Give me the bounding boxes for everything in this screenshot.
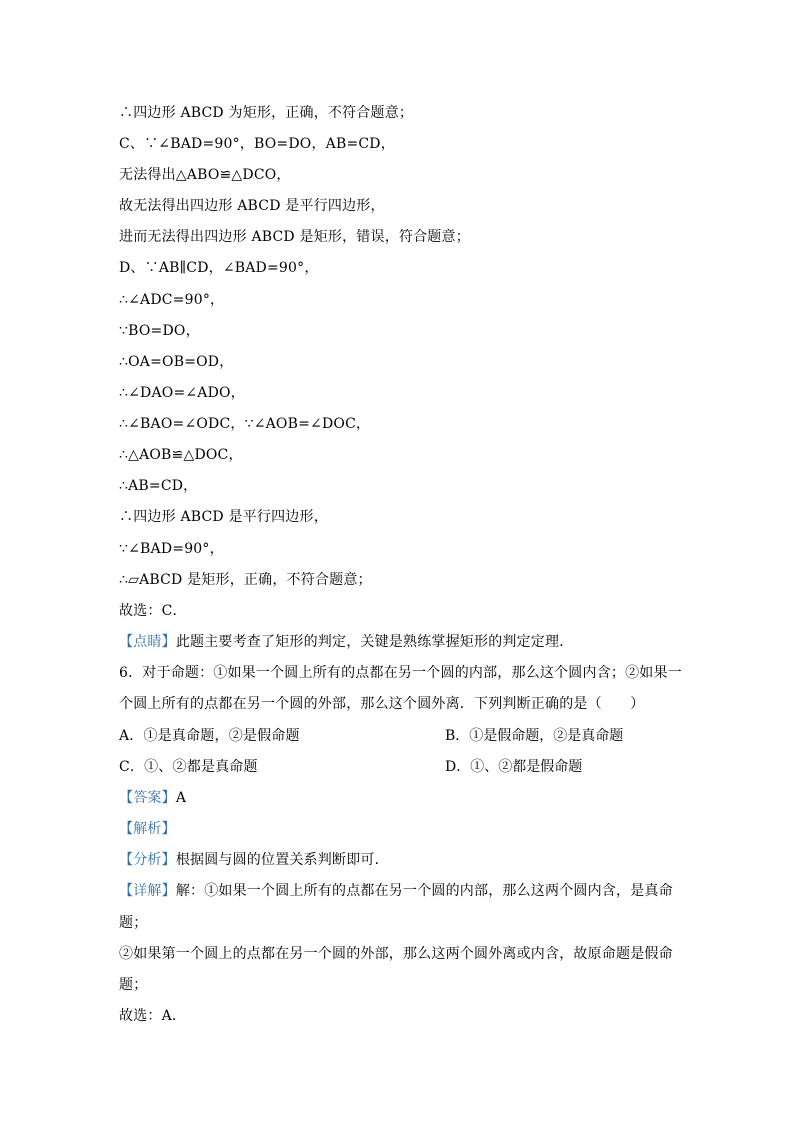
xiangjie-line: 题； (119, 977, 148, 993)
text-line: D、∵AB∥CD，∠BAD=90°， (119, 260, 319, 276)
xiangjie-line: 题； (119, 915, 148, 931)
option-c: C．①、②都是真命题 (119, 759, 258, 775)
text-line: 进而无法得出四边形 ABCD 是矩形，错误，符合题意； (119, 229, 470, 245)
text-line: ∴△AOB≌△DOC， (119, 447, 243, 463)
text-line: ∴∠BAO=∠ODC，∵∠AOB=∠DOC， (119, 416, 371, 432)
text-line: ∴四边形 ABCD 是平行四边形， (119, 509, 328, 525)
text-line: ∴AB=CD， (119, 478, 198, 494)
xiangjie-line: ②如果第一个圆上的点都在另一个圆的外部，那么这两个圆外离或内含，故原命题是假命 (119, 946, 673, 962)
fenxi-text: 根据圆与圆的位置关系判断即可． (175, 852, 389, 868)
fenxi-line (119, 850, 389, 870)
text-line: 故无法得出四边形 ABCD 是平行四边形， (119, 198, 385, 214)
dianjing-text: 此题主要考查了矩形的判定，关键是熟练掌握矩形的判定定理． (175, 634, 574, 650)
option-b: B．①是假命题，②是真命题 (445, 728, 624, 744)
xiangjie-tag: 【详解】 (119, 883, 176, 899)
option-d: D．①、②都是假命题 (445, 759, 583, 775)
text-line: 故选：C． (119, 603, 187, 619)
text-line: ∴四边形 ABCD 为矩形，正确，不符合题意； (119, 105, 414, 121)
fenxi-tag: 【分析】 (119, 852, 176, 868)
text-line: ∴OA=OB=OD， (119, 354, 234, 370)
option-a: A．①是真命题，②是假命题 (119, 728, 300, 744)
xiangjie-text: 解：①如果一个圆上所有的点都在另一个圆的内部，那么这两个圆内含，是真命 (175, 883, 673, 899)
dianjing-tag: 【点睛】 (119, 634, 176, 650)
text-line: ∵BO=DO， (119, 323, 200, 339)
text-line: C、∵∠BAD=90°，BO=DO，AB=CD， (119, 136, 395, 152)
question-line: 6．对于命题：①如果一个圆上所有的点都在另一个圆的内部，那么这个圆内含；②如果一 (119, 665, 682, 681)
dianjing-paragraph (119, 632, 573, 652)
text-line: ∴∠ADC=90°， (119, 292, 225, 308)
answer-line (119, 788, 186, 808)
text-line: ∴▱ABCD 是矩形，正确，不符合题意； (119, 572, 372, 588)
answer-tag: 【答案】 (119, 790, 176, 806)
jiexi-tag: 【解析】 (119, 821, 176, 837)
text-line: ∵∠BAD=90°， (119, 541, 224, 557)
text-line: ∴∠DAO=∠ADO， (119, 385, 245, 401)
answer-value: A (175, 790, 187, 806)
xiangjie-line (119, 881, 673, 901)
xiangjie-line: 故选：A． (119, 1008, 187, 1024)
jiexi-line (119, 819, 176, 839)
text-line: 无法得出△ABO≌△DCO， (119, 167, 291, 183)
question-line: 个圆上所有的点都在另一个圆的外部，那么这个圆外离．下列判断正确的是（ ） (119, 696, 645, 712)
